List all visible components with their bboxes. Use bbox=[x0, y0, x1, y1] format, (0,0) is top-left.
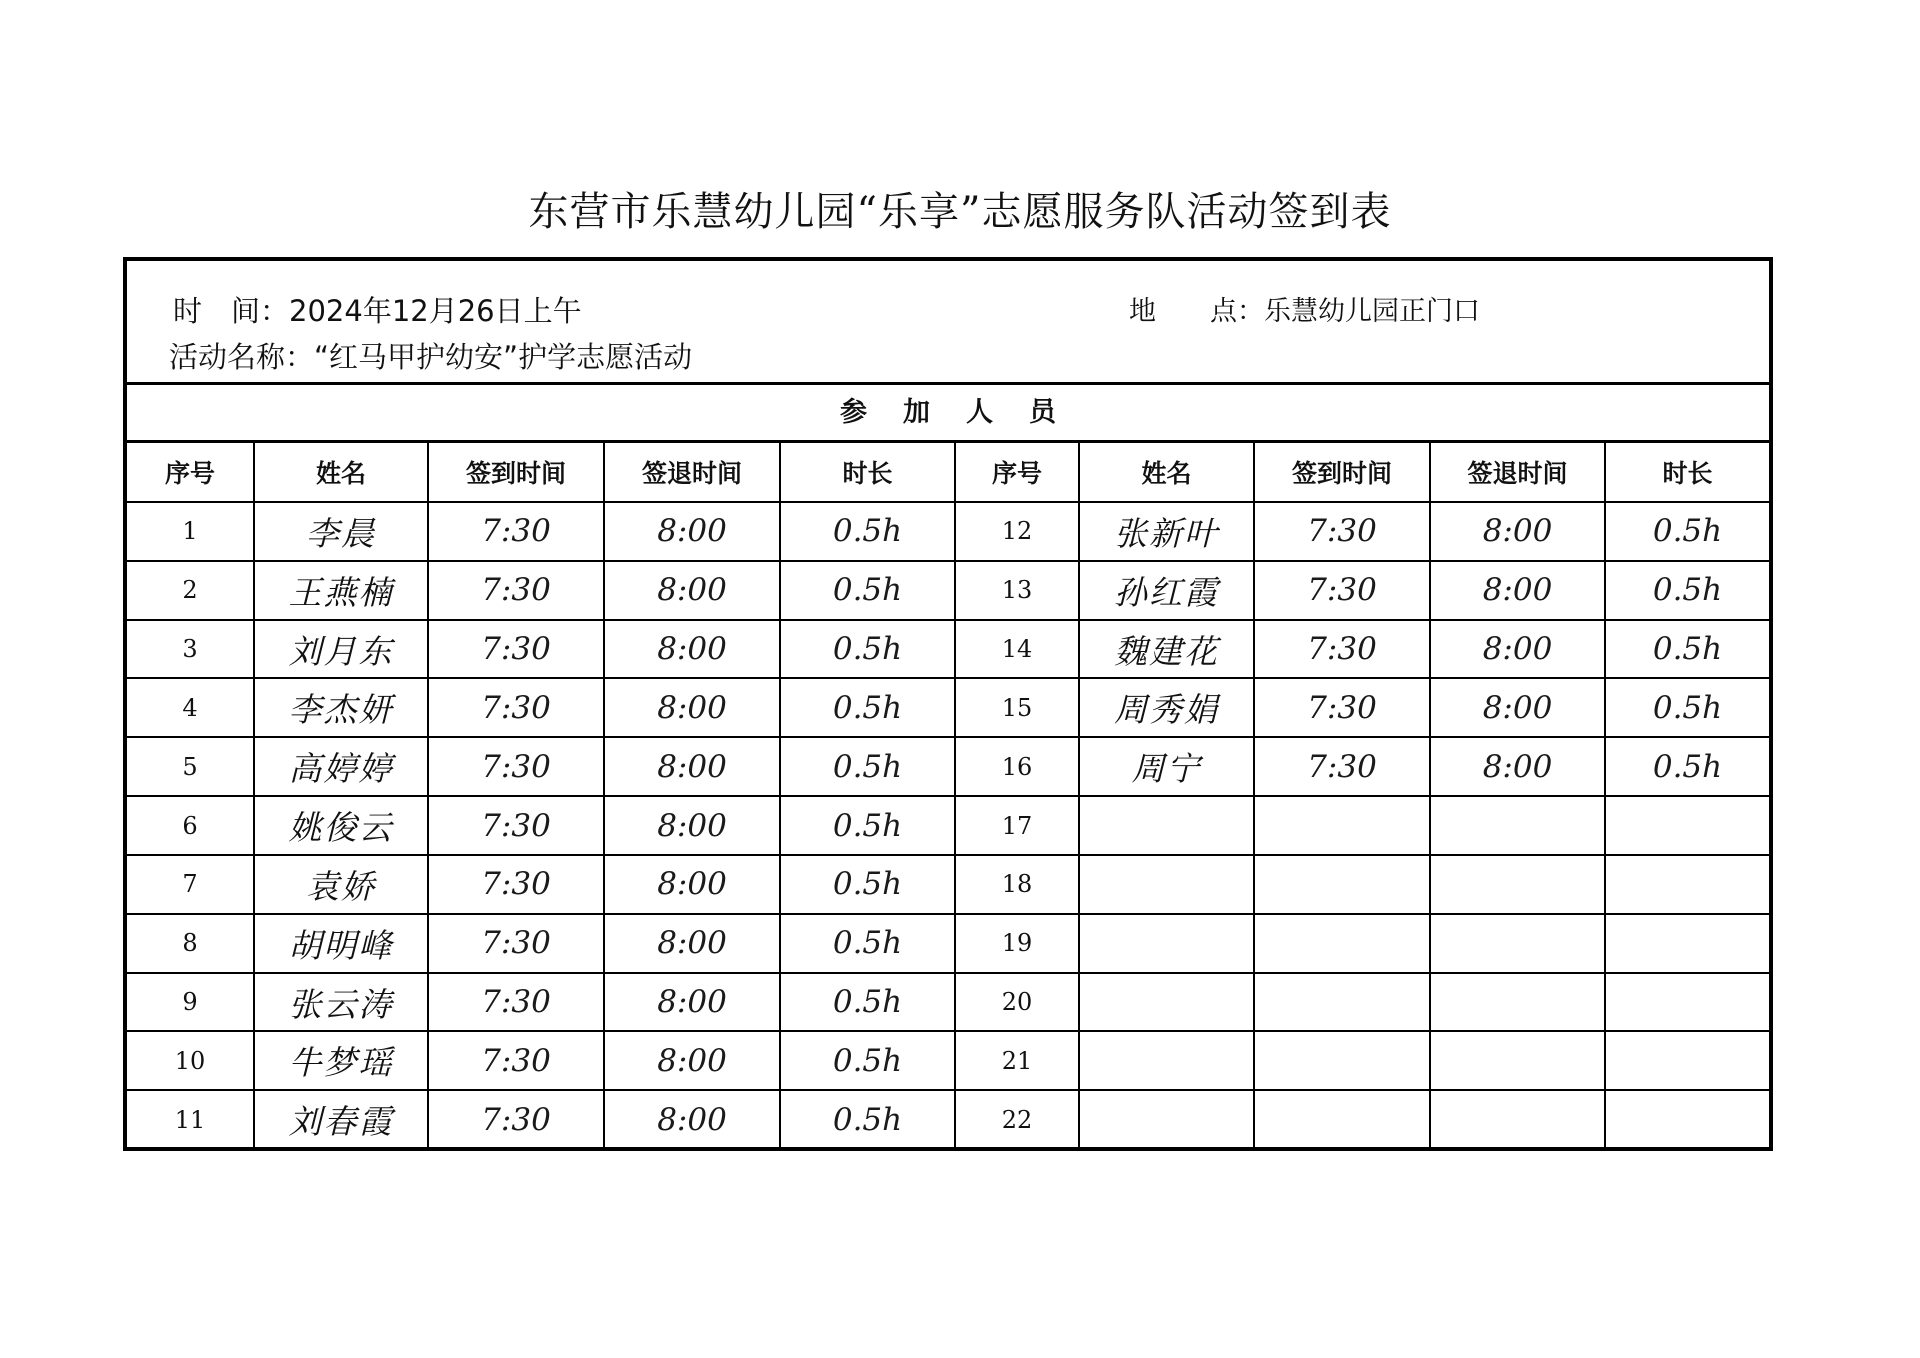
duration-cell: 0.5h bbox=[780, 561, 955, 620]
seq-cell: 4 bbox=[127, 678, 254, 737]
table-row bbox=[127, 561, 1769, 620]
seq-cell: 13 bbox=[955, 561, 1079, 620]
duration-cell bbox=[1605, 796, 1769, 855]
duration-cell: 0.5h bbox=[780, 737, 955, 796]
activity-line bbox=[169, 335, 692, 376]
table-row bbox=[127, 620, 1769, 679]
checkin-cell: 7:30 bbox=[428, 1031, 604, 1090]
checkin-cell bbox=[1254, 1031, 1430, 1090]
checkin-cell: 7:30 bbox=[1254, 502, 1430, 561]
duration-cell bbox=[1605, 973, 1769, 1032]
place-label: 地 点： bbox=[1129, 296, 1264, 327]
name-cell: 姚俊云 bbox=[254, 796, 428, 855]
table-row bbox=[127, 973, 1769, 1032]
name-cell: 牛梦瑶 bbox=[254, 1031, 428, 1090]
col-seq-2: 序号 bbox=[955, 443, 1079, 502]
checkin-cell bbox=[1254, 914, 1430, 973]
name-cell: 周宁 bbox=[1079, 737, 1254, 796]
checkin-cell: 7:30 bbox=[428, 502, 604, 561]
activity-value: “红马甲护幼安”护学志愿活动 bbox=[314, 340, 693, 374]
name-cell bbox=[1079, 1031, 1254, 1090]
checkout-cell bbox=[1430, 1031, 1605, 1090]
time-line bbox=[173, 289, 582, 330]
activity-label: 活动名称： bbox=[169, 340, 315, 374]
col-duration: 时长 bbox=[780, 443, 955, 502]
time-value: 2024年12月26日上午 bbox=[289, 294, 582, 328]
checkin-cell: 7:30 bbox=[428, 973, 604, 1032]
checkout-cell: 8:00 bbox=[604, 502, 780, 561]
duration-cell: 0.5h bbox=[780, 914, 955, 973]
name-cell: 高婷婷 bbox=[254, 737, 428, 796]
seq-cell: 12 bbox=[955, 502, 1079, 561]
duration-cell: 0.5h bbox=[780, 855, 955, 914]
name-cell bbox=[1079, 914, 1254, 973]
duration-cell: 0.5h bbox=[1605, 620, 1769, 679]
participants-heading: 参加人员 bbox=[127, 385, 1769, 443]
checkout-cell: 8:00 bbox=[604, 737, 780, 796]
seq-cell: 10 bbox=[127, 1031, 254, 1090]
checkout-cell: 8:00 bbox=[1430, 737, 1605, 796]
name-cell: 刘月东 bbox=[254, 620, 428, 679]
name-cell: 魏建花 bbox=[1079, 620, 1254, 679]
name-cell: 张云涛 bbox=[254, 973, 428, 1032]
duration-cell: 0.5h bbox=[780, 1031, 955, 1090]
checkin-cell: 7:30 bbox=[428, 1090, 604, 1148]
checkin-cell: 7:30 bbox=[1254, 737, 1430, 796]
checkin-cell: 7:30 bbox=[1254, 561, 1430, 620]
name-cell: 张新叶 bbox=[1079, 502, 1254, 561]
checkout-cell bbox=[1430, 796, 1605, 855]
seq-cell: 3 bbox=[127, 620, 254, 679]
checkout-cell: 8:00 bbox=[604, 914, 780, 973]
duration-cell: 0.5h bbox=[780, 973, 955, 1032]
name-cell bbox=[1079, 1090, 1254, 1148]
seq-cell: 9 bbox=[127, 973, 254, 1032]
name-cell: 袁娇 bbox=[254, 855, 428, 914]
checkout-cell: 8:00 bbox=[604, 561, 780, 620]
seq-cell: 11 bbox=[127, 1090, 254, 1148]
checkout-cell bbox=[1430, 973, 1605, 1032]
name-cell: 李杰妍 bbox=[254, 678, 428, 737]
checkout-cell: 8:00 bbox=[1430, 561, 1605, 620]
checkin-cell: 7:30 bbox=[428, 855, 604, 914]
checkout-cell: 8:00 bbox=[604, 973, 780, 1032]
table-row bbox=[127, 1090, 1769, 1148]
duration-cell bbox=[1605, 855, 1769, 914]
checkout-cell: 8:00 bbox=[1430, 620, 1605, 679]
col-name-2: 姓名 bbox=[1079, 443, 1254, 502]
table-row bbox=[127, 737, 1769, 796]
checkin-cell: 7:30 bbox=[428, 678, 604, 737]
place-value: 乐慧幼儿园正门口 bbox=[1264, 296, 1480, 327]
seq-cell: 21 bbox=[955, 1031, 1079, 1090]
checkout-cell: 8:00 bbox=[604, 678, 780, 737]
duration-cell bbox=[1605, 914, 1769, 973]
duration-cell: 0.5h bbox=[780, 678, 955, 737]
checkout-cell: 8:00 bbox=[604, 1031, 780, 1090]
duration-cell: 0.5h bbox=[1605, 502, 1769, 561]
participants-table bbox=[127, 443, 1769, 1148]
checkin-cell: 7:30 bbox=[428, 914, 604, 973]
time-label: 时 间： bbox=[173, 294, 290, 328]
checkin-cell bbox=[1254, 796, 1430, 855]
duration-cell: 0.5h bbox=[780, 1090, 955, 1148]
seq-cell: 2 bbox=[127, 561, 254, 620]
name-cell bbox=[1079, 796, 1254, 855]
seq-cell: 22 bbox=[955, 1090, 1079, 1148]
seq-cell: 20 bbox=[955, 973, 1079, 1032]
name-cell bbox=[1079, 973, 1254, 1032]
table-row bbox=[127, 1031, 1769, 1090]
signin-sheet bbox=[123, 257, 1773, 1151]
checkout-cell bbox=[1430, 914, 1605, 973]
checkout-cell: 8:00 bbox=[604, 855, 780, 914]
seq-cell: 14 bbox=[955, 620, 1079, 679]
name-cell: 胡明峰 bbox=[254, 914, 428, 973]
checkout-cell bbox=[1430, 855, 1605, 914]
seq-cell: 18 bbox=[955, 855, 1079, 914]
seq-cell: 15 bbox=[955, 678, 1079, 737]
checkin-cell bbox=[1254, 973, 1430, 1032]
checkout-cell: 8:00 bbox=[604, 1090, 780, 1148]
seq-cell: 17 bbox=[955, 796, 1079, 855]
sheet-title: 东营市乐慧幼儿园“乐享”志愿服务队活动签到表 bbox=[528, 189, 1392, 235]
table-row bbox=[127, 914, 1769, 973]
checkout-cell: 8:00 bbox=[1430, 678, 1605, 737]
name-cell bbox=[1079, 855, 1254, 914]
name-cell: 孙红霞 bbox=[1079, 561, 1254, 620]
seq-cell: 6 bbox=[127, 796, 254, 855]
table-row bbox=[127, 678, 1769, 737]
checkin-cell: 7:30 bbox=[428, 796, 604, 855]
col-duration-2: 时长 bbox=[1605, 443, 1769, 502]
seq-cell: 19 bbox=[955, 914, 1079, 973]
duration-cell: 0.5h bbox=[1605, 561, 1769, 620]
name-cell: 周秀娟 bbox=[1079, 678, 1254, 737]
checkin-cell: 7:30 bbox=[428, 561, 604, 620]
col-checkin-2: 签到时间 bbox=[1254, 443, 1430, 502]
checkout-cell: 8:00 bbox=[604, 796, 780, 855]
checkin-cell bbox=[1254, 1090, 1430, 1148]
checkin-cell: 7:30 bbox=[1254, 620, 1430, 679]
duration-cell: 0.5h bbox=[780, 620, 955, 679]
seq-cell: 16 bbox=[955, 737, 1079, 796]
col-seq: 序号 bbox=[127, 443, 254, 502]
duration-cell: 0.5h bbox=[780, 502, 955, 561]
duration-cell bbox=[1605, 1090, 1769, 1148]
duration-cell bbox=[1605, 1031, 1769, 1090]
checkout-cell bbox=[1430, 1090, 1605, 1148]
checkin-cell: 7:30 bbox=[428, 620, 604, 679]
name-cell: 王燕楠 bbox=[254, 561, 428, 620]
checkout-cell: 8:00 bbox=[604, 620, 780, 679]
col-checkout-2: 签退时间 bbox=[1430, 443, 1605, 502]
seq-cell: 1 bbox=[127, 502, 254, 561]
col-name: 姓名 bbox=[254, 443, 428, 502]
checkin-cell: 7:30 bbox=[1254, 678, 1430, 737]
column-header-row bbox=[127, 443, 1769, 502]
table-row bbox=[127, 796, 1769, 855]
name-cell: 李晨 bbox=[254, 502, 428, 561]
duration-cell: 0.5h bbox=[780, 796, 955, 855]
duration-cell: 0.5h bbox=[1605, 678, 1769, 737]
seq-cell: 8 bbox=[127, 914, 254, 973]
name-cell: 刘春霞 bbox=[254, 1090, 428, 1148]
place-line bbox=[1129, 289, 1480, 328]
checkout-cell: 8:00 bbox=[1430, 502, 1605, 561]
sheet-header bbox=[127, 261, 1769, 385]
duration-cell: 0.5h bbox=[1605, 737, 1769, 796]
col-checkout: 签退时间 bbox=[604, 443, 780, 502]
col-checkin: 签到时间 bbox=[428, 443, 604, 502]
checkin-cell: 7:30 bbox=[428, 737, 604, 796]
checkin-cell bbox=[1254, 855, 1430, 914]
seq-cell: 5 bbox=[127, 737, 254, 796]
table-row bbox=[127, 855, 1769, 914]
seq-cell: 7 bbox=[127, 855, 254, 914]
table-row bbox=[127, 502, 1769, 561]
